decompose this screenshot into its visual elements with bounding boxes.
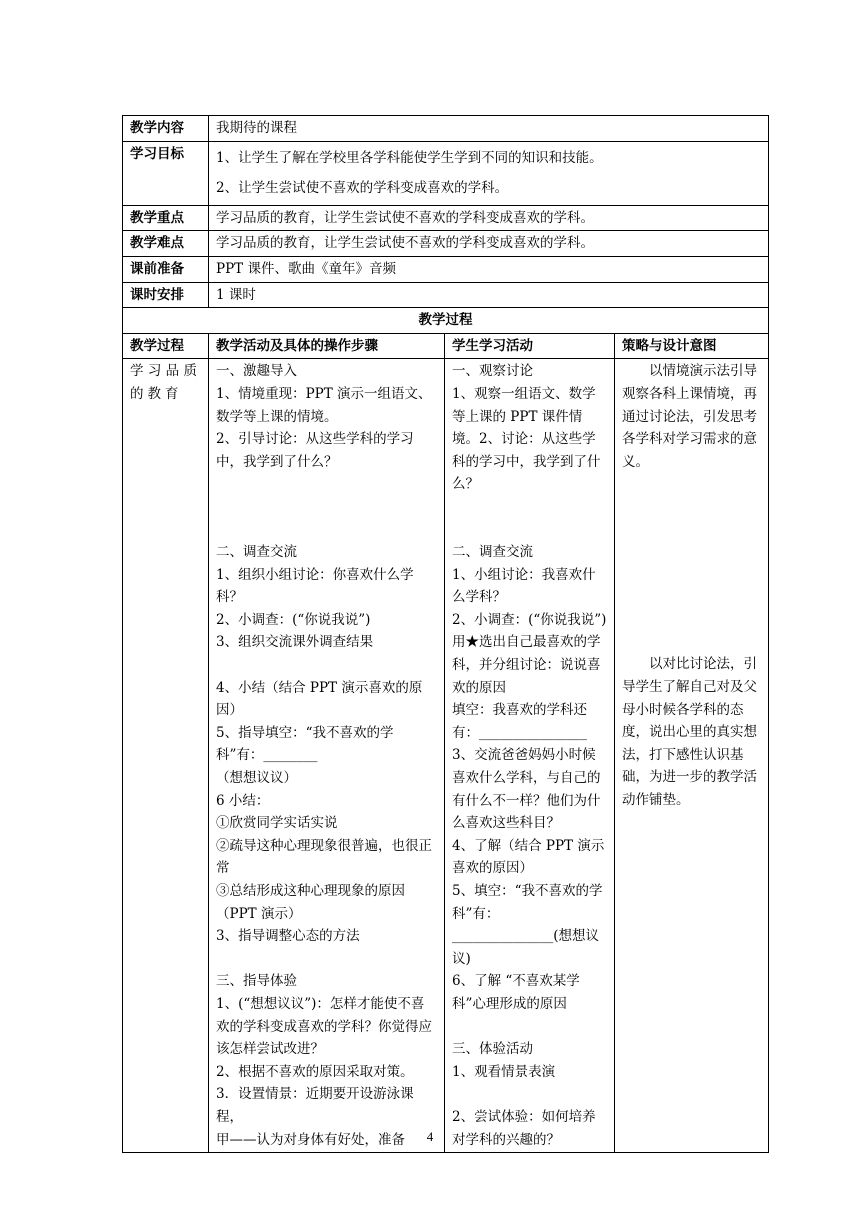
info-value	[209, 231, 769, 257]
teacher-activity-line: （想想议议）	[216, 770, 297, 787]
student-activity-line: 2、小调查：(“你说我说”)用★选出自己最喜欢的学科，并分组讨论：说说喜欢的原因	[452, 611, 607, 696]
header-strategy: 策略与设计意图	[615, 333, 769, 359]
blank-line	[452, 496, 607, 519]
info-line: 我期待的课程	[216, 120, 297, 136]
info-label: 课时安排	[123, 282, 209, 308]
stage-text: 学习品质的教育	[130, 363, 201, 402]
student-activity-line: 二、调查交流	[452, 544, 533, 561]
blank-line	[452, 1083, 607, 1106]
blank-line	[216, 519, 437, 542]
info-row	[123, 282, 769, 308]
blank-line	[216, 473, 437, 496]
teacher-activity-line: 6 小结：	[216, 792, 270, 809]
teacher-activity-line: 三、指导体验	[216, 973, 297, 990]
student-activity-line: 填空：我喜欢的学科还有：________________	[452, 702, 587, 741]
info-row	[123, 205, 769, 231]
info-line: 2、让学生尝试使不喜欢的学科变成喜欢的学科。	[216, 180, 509, 197]
info-line: 1、让学生了解在学校里各学科能使学生学到不同的知识和技能。	[216, 149, 603, 166]
process-body-row	[123, 359, 769, 1153]
info-row	[123, 231, 769, 257]
teacher-activity-line: 3．设置情景：近期要开设游泳课程，	[216, 1086, 414, 1125]
teacher-activity-line: 2、小调查：(“你说我说”)	[216, 611, 371, 628]
teacher-activity-line: 甲——认为对身体有好处，准备	[216, 1131, 405, 1148]
process-title: 教学过程	[123, 308, 769, 334]
strategy-paragraph-2: 以对比讨论法，引导学生了解自己对及父母小时候各学科的态度，说出心里的真实想法，打下感性认识基础，为进一步的教学活动作铺垫。	[622, 656, 757, 808]
info-line: 学习品质的教育，让学生尝试使不喜欢的学科变成喜欢的学科。	[216, 235, 594, 252]
teacher-activity-line: ①欣赏同学实话实说	[216, 815, 338, 832]
student-activity-line: 3、交流爸爸妈妈小时候喜欢什么学科，与自己的有什么不一样？他们为什么喜欢这些科目？	[452, 747, 601, 832]
teacher-activity-line: 4、小结（结合 PPT 演示喜欢的原因）	[216, 679, 423, 719]
student-activity-line: 4、了解（结合 PPT 演示喜欢的原因）	[452, 837, 605, 877]
teacher-activity-line: 一、激趣导入	[216, 363, 297, 380]
header-stage: 教学过程	[123, 333, 209, 359]
teacher-activity-line: 3、指导调整心态的方法	[216, 928, 360, 945]
student-activity-line: 三、体验活动	[452, 1041, 533, 1058]
info-line: 学习品质的教育，让学生尝试使不喜欢的学科变成喜欢的学科。	[216, 209, 594, 226]
teacher-activity-line: 2、引导讨论：从这些学科的学习中，我学到了什么？	[216, 431, 414, 470]
info-row	[123, 256, 769, 282]
teacher-activity-line: ②疏导这种心理现象很普遍，也很正常	[216, 837, 432, 877]
student-activity-line: 6、了解 “不喜欢某学科”心理形成的原因	[452, 973, 580, 1012]
info-value	[209, 205, 769, 231]
student-activity-cell	[445, 359, 615, 1153]
student-activity-line: 1、观看情景表演	[452, 1063, 556, 1080]
process-header-row	[123, 333, 769, 359]
info-value	[209, 116, 769, 142]
teacher-activity-line: 二、调查交流	[216, 544, 297, 561]
blank-line	[452, 1016, 607, 1039]
blank-line	[452, 519, 607, 542]
teacher-activity-line: 2、根据不喜欢的原因采取对策。	[216, 1063, 414, 1080]
blank-line	[216, 496, 437, 519]
info-line: PPT 课件、歌曲《童年》音频	[216, 260, 396, 277]
student-activity-line: 一、观察讨论	[452, 363, 533, 380]
info-value	[209, 256, 769, 282]
info-row	[123, 141, 769, 205]
teacher-activity-line: 3、组织交流课外调查结果	[216, 634, 374, 651]
info-label: 教学难点	[123, 231, 209, 257]
lesson-plan-table	[122, 115, 769, 1153]
teacher-activity-line: 1、组织小组讨论：你喜欢什么学科？	[216, 566, 414, 606]
header-teacher-activity: 教学活动及具体的操作步骤	[209, 333, 445, 359]
header-student-activity: 学生学习活动	[445, 333, 615, 359]
teacher-activity-line: ③总结形成这种心理现象的原因（PPT 演示）	[216, 883, 405, 922]
blank-line	[216, 654, 437, 677]
info-value	[209, 282, 769, 308]
info-row	[123, 116, 769, 142]
teacher-activity-cell	[209, 359, 445, 1153]
info-label: 课前准备	[123, 256, 209, 282]
info-label: 教学内容	[123, 116, 209, 142]
stage-cell	[123, 359, 209, 1153]
student-activity-line: 5、填空：“我不喜欢的学科”有：_______________(想想议议)	[452, 883, 603, 967]
student-activity-line: 1、小组讨论：我喜欢什么学科？	[452, 566, 596, 606]
process-title-row	[123, 308, 769, 334]
page-number: 4	[426, 1129, 434, 1144]
info-value	[209, 141, 769, 205]
info-line: 1 课时	[216, 286, 256, 303]
teacher-activity-line: 1、(“想想议议”)：怎样才能使不喜欢的学科变成喜欢的学科？你觉得应该怎样尝试改进？	[216, 995, 432, 1058]
info-label: 教学重点	[123, 205, 209, 231]
strategy-cell	[615, 359, 769, 1153]
teacher-activity-line: 5、指导填空：“我不喜欢的学科”有：________	[216, 724, 394, 764]
blank-line	[216, 948, 437, 971]
student-activity-line: 1、观察一组语文、数学等上课的 PPT 课件情境。2、讨论：从这些学科的学习中，我学到了什么？	[452, 385, 601, 493]
student-activity-line: 2、尝试体验：如何培养对学科的兴趣的？	[452, 1108, 596, 1148]
info-label: 学习目标	[123, 141, 209, 205]
teacher-activity-line: 1、情境重现：PPT 演示一组语文、数学等上课的情境。	[216, 385, 432, 425]
strategy-paragraph-1: 以情境演示法引导观察各科上课情境，再通过讨论法，引发思考各学科对学习需求的意义。	[622, 363, 757, 470]
